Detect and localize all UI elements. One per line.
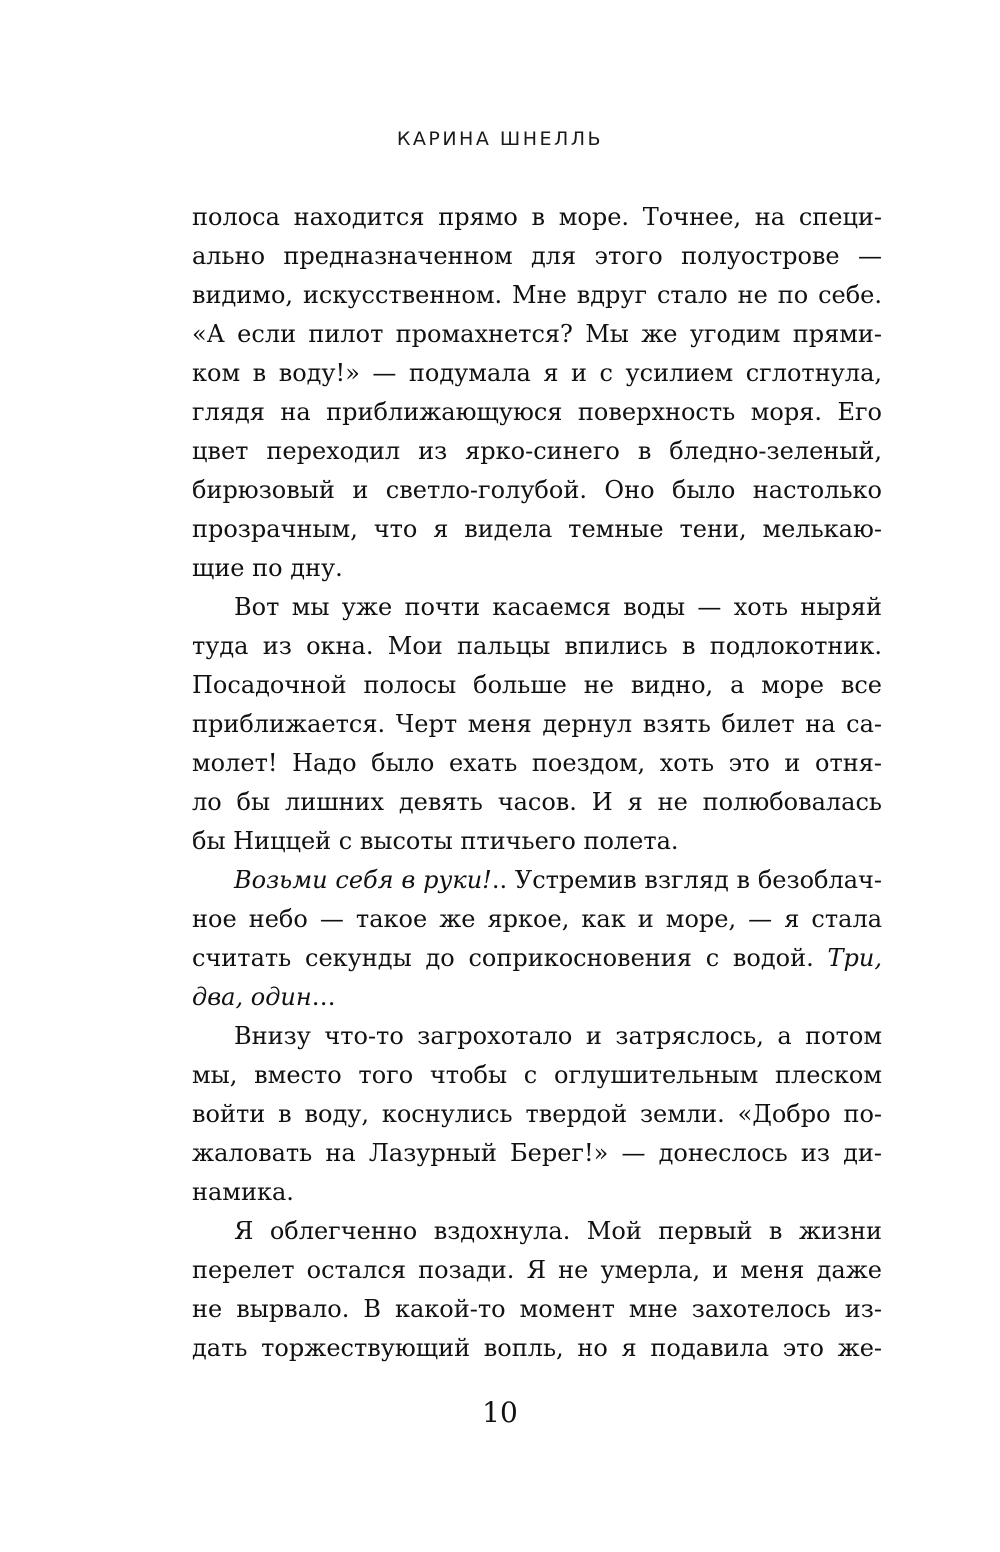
text-line: Внизу что-то загрохотало и затряслось, а потом bbox=[234, 1022, 882, 1050]
text-line: войти в воду, коснулись твердой земли. «Добро по- bbox=[192, 1100, 882, 1128]
text-line: прозрачным, что я видела темные тени, мелькаю- bbox=[192, 515, 882, 543]
running-head: КАРИНА ШНЕЛЛЬ bbox=[396, 128, 604, 150]
text-line: видимо, искусственном. Мне вдруг стало не по себе. bbox=[192, 281, 882, 309]
page-number: 10 bbox=[482, 1396, 518, 1429]
text-line: щие по дну. bbox=[192, 554, 343, 582]
text-line: цвет переходил из ярко-синего в бледно-зеленый, bbox=[192, 437, 882, 465]
text-line: туда из окна. Мои пальцы впились в подлокотник. bbox=[192, 632, 882, 660]
text-fragment: … bbox=[311, 983, 336, 1011]
text-line bbox=[192, 861, 882, 900]
text-line: Посадочной полосы больше не видно, а море все bbox=[192, 671, 882, 699]
text-line: ком в воду!» — подумала я и с усилием сглотнула, bbox=[192, 359, 882, 387]
text-line: бы Ниццей с высоты птичьего полета. bbox=[192, 827, 679, 855]
italic-phrase: два, один bbox=[192, 983, 312, 1011]
text-line: Вот мы уже почти касаемся воды — хоть ныряй bbox=[234, 593, 882, 621]
text-line: ально предназначенном для этого полуострове — bbox=[192, 242, 882, 270]
text-line: Я облегченно вздохнула. Мой первый в жизни bbox=[234, 1217, 882, 1245]
text-line: «А если пилот промахнется? Мы же угодим прями- bbox=[192, 320, 882, 348]
text-line bbox=[192, 978, 882, 1017]
text-line: мы, вместо того чтобы с оглушительным плеском bbox=[192, 1061, 882, 1089]
text-line: ное небо — такое же яркое, как и море, — я стала bbox=[192, 905, 882, 933]
text-fragment: считать секунды до соприкосновения с водой. bbox=[192, 944, 828, 972]
text-line: дать торжествующий вопль, но я подавила это же- bbox=[192, 1334, 882, 1362]
text-line: приближается. Черт меня дернул взять билет на са- bbox=[192, 710, 882, 738]
italic-phrase: Возьми себя в руки! bbox=[234, 866, 492, 894]
body-text bbox=[192, 198, 882, 1368]
text-line: перелет остался позади. Я не умерла, и меня даже bbox=[192, 1256, 882, 1284]
text-line: не вырвало. В какой-то момент мне захотелось из- bbox=[192, 1295, 882, 1323]
text-line: намика. bbox=[192, 1178, 294, 1206]
text-line bbox=[192, 939, 882, 978]
text-fragment: .. Устремив взгляд в безоблач- bbox=[491, 866, 883, 894]
text-line: бирюзовый и светло-голубой. Оно было настолько bbox=[192, 476, 882, 504]
text-line: полоса находится прямо в море. Точнее, на специ- bbox=[192, 203, 882, 231]
text-line: молет! Надо было ехать поездом, хоть это и отня- bbox=[192, 749, 882, 777]
italic-phrase: Три, bbox=[827, 944, 882, 972]
text-line: ло бы лишних девять часов. И я не полюбовалась bbox=[192, 788, 882, 816]
text-line: жаловать на Лазурный Берег!» — донеслось из ди- bbox=[192, 1139, 882, 1167]
text-line: глядя на приближающуюся поверхность моря. Его bbox=[192, 398, 882, 426]
